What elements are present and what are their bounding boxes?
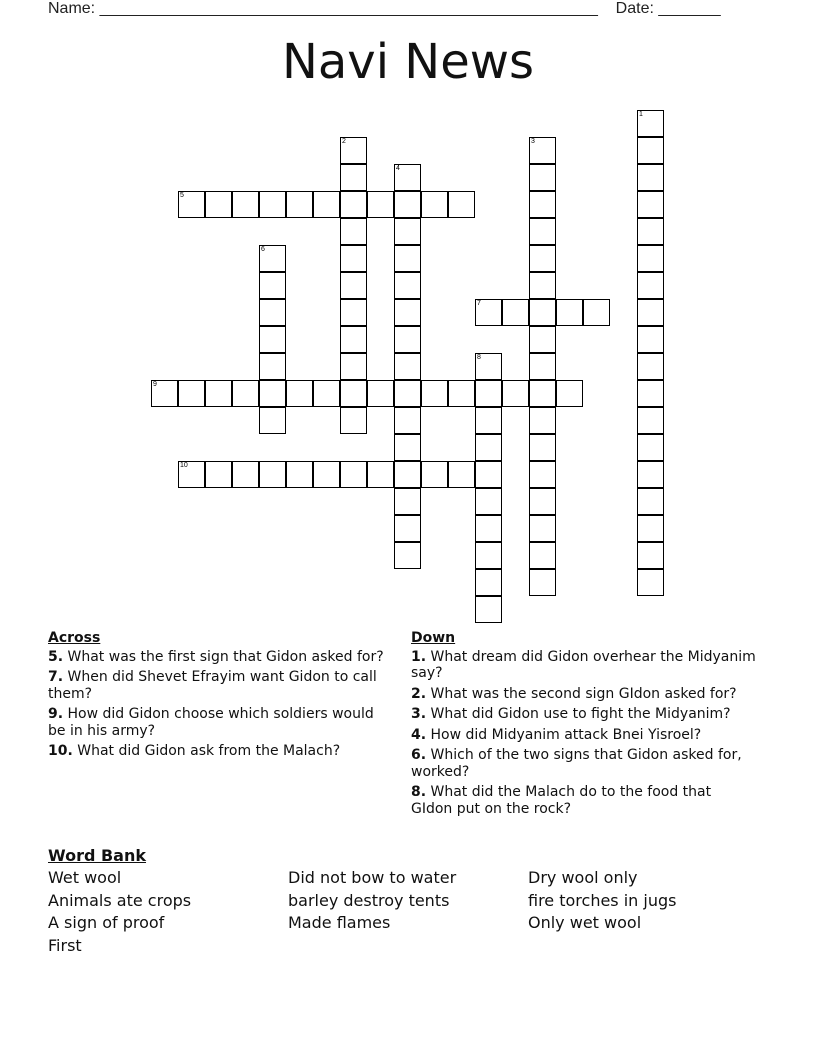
clue-number: 2 xyxy=(342,138,346,145)
word-bank-item: fire torches in jugs xyxy=(528,890,677,910)
down-heading: Down xyxy=(411,630,456,646)
grid-cell[interactable] xyxy=(637,272,664,299)
word-bank-item: Wet wool xyxy=(48,868,122,887)
grid-cell[interactable] xyxy=(448,461,475,488)
grid-cell[interactable] xyxy=(529,434,556,461)
grid-cell[interactable] xyxy=(286,191,313,218)
clue-number: 8. xyxy=(411,784,427,800)
grid-cell[interactable] xyxy=(637,515,664,542)
clue-number: 3 xyxy=(531,138,535,145)
clue-text: What dream did Gidon overhear the Midyanim say? xyxy=(411,648,756,681)
grid-cell[interactable] xyxy=(394,299,421,326)
grid-cell[interactable] xyxy=(529,245,556,272)
clue-number: 4. xyxy=(411,726,427,743)
clue-number: 5. xyxy=(48,648,64,665)
grid-cell[interactable] xyxy=(286,461,313,488)
grid-cell[interactable] xyxy=(637,245,664,272)
clue-number: 6. xyxy=(411,747,427,763)
grid-cell[interactable] xyxy=(475,407,502,434)
grid-cell[interactable] xyxy=(637,488,664,515)
grid-cell[interactable] xyxy=(637,137,664,164)
word-bank-heading: Word Bank xyxy=(48,846,147,865)
grid-cell[interactable] xyxy=(205,380,232,407)
grid-cell[interactable] xyxy=(232,461,259,488)
grid-cell[interactable] xyxy=(475,542,502,569)
grid-cell[interactable] xyxy=(394,461,421,488)
clue-number: 5 xyxy=(180,192,184,199)
grid-cell[interactable] xyxy=(475,461,502,488)
grid-cell[interactable] xyxy=(475,299,502,326)
grid-cell[interactable] xyxy=(529,137,556,164)
grid-cell[interactable] xyxy=(475,488,502,515)
grid-cell[interactable] xyxy=(178,380,205,407)
across-clue xyxy=(48,649,393,666)
clue-text: What was the first sign that Gidon asked for? xyxy=(63,648,384,665)
word-bank-item: barley destroy tents xyxy=(288,890,450,910)
grid-cell[interactable] xyxy=(313,191,340,218)
across-clue xyxy=(48,669,393,702)
grid-cell[interactable] xyxy=(421,461,448,488)
grid-cell[interactable] xyxy=(529,326,556,353)
down-clue xyxy=(411,784,756,817)
grid-cell[interactable] xyxy=(502,380,529,407)
clue-text: What did the Malach do to the food that GIdon put on the rock? xyxy=(411,784,712,817)
grid-cell[interactable] xyxy=(340,164,367,191)
clue-text: When did Shevet Efrayim want Gidon to call them? xyxy=(48,669,377,702)
grid-cell[interactable] xyxy=(367,380,394,407)
grid-cell[interactable] xyxy=(637,461,664,488)
grid-cell[interactable] xyxy=(205,461,232,488)
grid-cell[interactable] xyxy=(259,299,286,326)
grid-cell[interactable] xyxy=(637,191,664,218)
grid-cell[interactable] xyxy=(529,515,556,542)
grid-cell[interactable] xyxy=(340,299,367,326)
grid-cell[interactable] xyxy=(232,191,259,218)
grid-cell[interactable] xyxy=(556,299,583,326)
down-clue xyxy=(411,747,756,780)
grid-cell[interactable] xyxy=(529,353,556,380)
grid-cell[interactable] xyxy=(313,380,340,407)
grid-cell[interactable] xyxy=(637,434,664,461)
clue-text: How did Gidon choose which soldiers would be in his army? xyxy=(48,706,374,739)
grid-cell[interactable] xyxy=(259,407,286,434)
clue-number: 4 xyxy=(396,165,400,172)
grid-cell[interactable] xyxy=(151,380,178,407)
clue-number: 10 xyxy=(180,462,188,469)
grid-cell[interactable] xyxy=(394,326,421,353)
word-bank-item: First xyxy=(48,935,82,955)
down-clue xyxy=(411,686,756,703)
grid-cell[interactable] xyxy=(259,326,286,353)
clue-number: 6 xyxy=(261,246,265,253)
clue-number: 3. xyxy=(411,706,427,722)
grid-cell[interactable] xyxy=(340,191,367,218)
grid-cell[interactable] xyxy=(475,569,502,596)
grid-cell[interactable] xyxy=(367,461,394,488)
clue-text: What did Gidon use to fight the Midyanim? xyxy=(426,706,731,722)
grid-cell[interactable] xyxy=(529,299,556,326)
grid-cell[interactable] xyxy=(529,461,556,488)
grid-cell[interactable] xyxy=(475,434,502,461)
grid-cell[interactable] xyxy=(502,299,529,326)
grid-cell[interactable] xyxy=(637,110,664,137)
across-clue xyxy=(48,743,393,760)
grid-cell[interactable] xyxy=(232,380,259,407)
grid-cell[interactable] xyxy=(529,569,556,596)
grid-cell[interactable] xyxy=(259,245,286,272)
clue-number: 1 xyxy=(639,111,643,118)
down-clue xyxy=(411,649,756,682)
word-bank-item: Dry wool only xyxy=(528,868,638,887)
name-label[interactable]: Name: ________________________________________________________ xyxy=(48,0,598,17)
grid-cell[interactable] xyxy=(637,353,664,380)
clue-number: 2. xyxy=(411,685,427,702)
grid-cell[interactable] xyxy=(394,407,421,434)
grid-cell[interactable] xyxy=(475,353,502,380)
grid-cell[interactable] xyxy=(259,191,286,218)
grid-cell[interactable] xyxy=(637,542,664,569)
grid-cell[interactable] xyxy=(340,137,367,164)
grid-cell[interactable] xyxy=(637,326,664,353)
clue-number: 8 xyxy=(477,354,481,361)
across-clue xyxy=(48,706,393,739)
grid-cell[interactable] xyxy=(448,191,475,218)
grid-cell[interactable] xyxy=(259,353,286,380)
grid-cell[interactable] xyxy=(421,191,448,218)
grid-cell[interactable] xyxy=(394,542,421,569)
clue-number: 7. xyxy=(48,669,64,685)
grid-cell[interactable] xyxy=(394,515,421,542)
grid-cell[interactable] xyxy=(421,380,448,407)
clue-text: What was the second sign GIdon asked for? xyxy=(426,685,737,702)
grid-cell[interactable] xyxy=(637,218,664,245)
grid-cell[interactable] xyxy=(637,164,664,191)
grid-cell[interactable] xyxy=(394,434,421,461)
down-clue xyxy=(411,727,756,744)
grid-cell[interactable] xyxy=(529,218,556,245)
down-clues xyxy=(411,630,756,821)
grid-cell[interactable] xyxy=(475,596,502,623)
grid-cell[interactable] xyxy=(475,380,502,407)
grid-cell[interactable] xyxy=(367,191,394,218)
across-clues xyxy=(48,630,393,764)
clue-number: 10. xyxy=(48,743,73,759)
clue-number: 7 xyxy=(477,300,481,307)
word-bank-item: Only wet wool xyxy=(528,913,642,932)
grid-cell[interactable] xyxy=(637,407,664,434)
grid-cell[interactable] xyxy=(259,461,286,488)
grid-cell[interactable] xyxy=(394,380,421,407)
grid-cell[interactable] xyxy=(529,407,556,434)
grid-cell[interactable] xyxy=(394,164,421,191)
grid-cell[interactable] xyxy=(475,515,502,542)
grid-cell[interactable] xyxy=(556,380,583,407)
grid-cell[interactable] xyxy=(178,461,205,488)
clue-number: 1. xyxy=(411,648,427,665)
grid-cell[interactable] xyxy=(178,191,205,218)
down-clue xyxy=(411,706,756,723)
grid-cell[interactable] xyxy=(259,380,286,407)
word-bank-item: Did not bow to water xyxy=(288,868,457,887)
grid-cell[interactable] xyxy=(583,299,610,326)
grid-cell[interactable] xyxy=(340,245,367,272)
grid-cell[interactable] xyxy=(259,272,286,299)
word-bank-item: Made flames xyxy=(288,913,391,932)
grid-cell[interactable] xyxy=(340,218,367,245)
grid-cell[interactable] xyxy=(340,272,367,299)
grid-cell[interactable] xyxy=(394,218,421,245)
grid-cell[interactable] xyxy=(313,461,340,488)
across-heading: Across xyxy=(48,630,101,646)
grid-cell[interactable] xyxy=(529,272,556,299)
grid-cell[interactable] xyxy=(340,407,367,434)
word-bank-item: Animals ate crops xyxy=(48,890,192,910)
clue-text: What did Gidon ask from the Malach? xyxy=(72,743,341,759)
clue-text: Which of the two signs that Gidon asked for, worked? xyxy=(411,747,742,780)
clue-number: 9. xyxy=(48,706,64,722)
grid-cell[interactable] xyxy=(529,542,556,569)
grid-cell[interactable] xyxy=(286,380,313,407)
grid-cell[interactable] xyxy=(340,353,367,380)
page-title: Navi News xyxy=(281,34,535,90)
grid-cell[interactable] xyxy=(529,380,556,407)
grid-cell[interactable] xyxy=(394,191,421,218)
grid-cell[interactable] xyxy=(529,488,556,515)
grid-cell[interactable] xyxy=(340,326,367,353)
grid-cell[interactable] xyxy=(529,164,556,191)
grid-cell[interactable] xyxy=(394,353,421,380)
clue-text: How did Midyanim attack Bnei Yisroel? xyxy=(426,726,702,743)
grid-cell[interactable] xyxy=(529,191,556,218)
grid-cell[interactable] xyxy=(205,191,232,218)
word-bank-item: A sign of proof xyxy=(48,913,165,932)
date-label[interactable]: Date: _______ xyxy=(615,0,721,17)
grid-cell[interactable] xyxy=(394,272,421,299)
grid-cell[interactable] xyxy=(637,299,664,326)
grid-cell[interactable] xyxy=(637,380,664,407)
grid-cell[interactable] xyxy=(448,380,475,407)
clue-number: 9 xyxy=(153,381,157,388)
grid-cell[interactable] xyxy=(340,380,367,407)
grid-cell[interactable] xyxy=(394,488,421,515)
grid-cell[interactable] xyxy=(637,569,664,596)
grid-cell[interactable] xyxy=(394,245,421,272)
grid-cell[interactable] xyxy=(340,461,367,488)
